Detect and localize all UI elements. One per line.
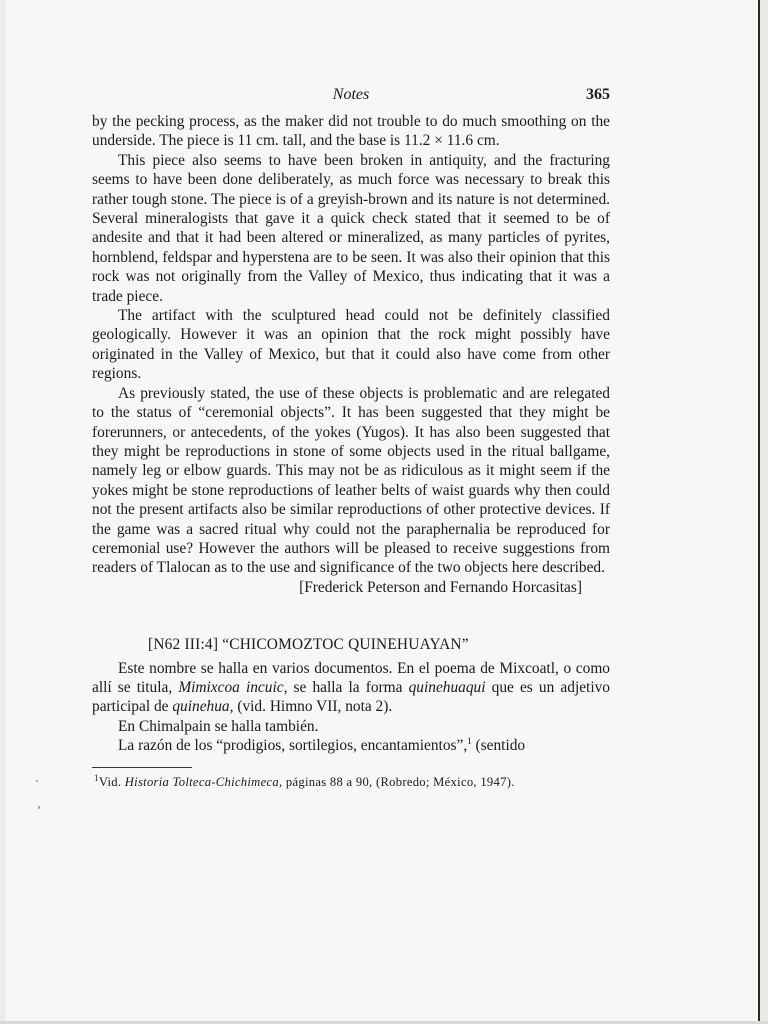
scan-speck [38, 806, 40, 809]
scan-right-edge-line [758, 0, 760, 1024]
paragraph: This piece also seems to have been broken in antiquity, and the fracturing seems to have been done deliberately, as much force was necessary to break this rather tough stone. The piece is of a greyish-brown and its nature is not determined. Several mineralogists that gave it a quick check stated that it seemed to be of andesite and that it had been altered or mineralized, as many particles of pyrites, hornblend, feldspar and hyperstena are to be seen. It was also their opinion that this rock was not originally from the Valley of Mexico, thus indicating that it was a trade piece. [92, 151, 610, 305]
footnote-reference: 1 [467, 736, 472, 747]
scan-speck [36, 780, 38, 782]
text-run: (vid. Himno VII, nota 2). [233, 698, 393, 716]
text-run: Vid. [98, 774, 125, 789]
document-page [92, 84, 610, 790]
text-run: La razón de los “prodigios, sortilegios, encantamientos”, [118, 737, 468, 755]
paragraph [92, 659, 610, 717]
paragraph: En Chimalpain se halla también. [118, 717, 319, 735]
italic-term: quinehua, [172, 698, 234, 716]
text-run: Este nombre se halla en varios documentos. En el poema de Mixcoatl, o como allí se titula, [92, 659, 610, 696]
italic-term: quinehuaqui [408, 678, 486, 696]
text-run: (sentido [471, 737, 526, 755]
paragraph: As previously stated, the use of these objects is problematic and are relegated to the status of “ceremonial objects”. It has been suggested that they might be forerunners, or antecedents, of the yokes (Yugos). It has also been suggested that they might be reproductions in stone of some objects used in the ritual ballgame, namely leg or elbow guards. This may not be as ridiculous as it might seem if the yokes might be stone reproductions of leather belts of waist guards why then could not the present artifacts also be similar reproductions of other protective devices. If the game was a sacred ritual why could not the paraphernalia be reproduced for ceremonial use? However the authors will be pleased to receive suggestions from readers of Tlalocan as to the use and significance of the two objects here described. [92, 384, 610, 577]
italic-title: Historia Tolteca-Chichimeca, [124, 774, 283, 789]
italic-title: Mimixcoa incuic, [178, 678, 288, 696]
footnote [92, 774, 610, 790]
text-run: que es un adjetivo participal de [92, 678, 610, 716]
scan-left-margin [0, 0, 6, 1024]
section-body [92, 659, 610, 756]
page-number: 365 [586, 86, 610, 103]
text-run: páginas 88 a 90, (Robredo; México, 1947). [282, 774, 515, 789]
running-head-title: Notes [332, 86, 370, 103]
article-body [92, 112, 610, 578]
paragraph [92, 736, 610, 755]
text-run: se halla la forma [287, 678, 409, 696]
footnote-divider [92, 767, 192, 768]
paragraph: The artifact with the sculptured head could not be definitely classified geologically. However it was an opinion that the rock might possibly have originated in the Valley of Mexico, but that it could also have come from other regions. [92, 307, 610, 383]
author-signature: [Frederick Peterson and Fernando Horcasitas] [299, 578, 582, 596]
section-heading: [N62 III:4] “CHICOMOZTOC QUINEHUAYAN” [148, 636, 469, 654]
scan-right-shadow [760, 0, 768, 1024]
running-head [92, 84, 610, 108]
footnote-marker: 1 [94, 772, 99, 783]
paragraph-continued: by the pecking process, as the maker did not trouble to do much smoothing on the underside. The piece is 11 cm. tall, and the base is 11.2 × 11.6 cm. [92, 113, 610, 150]
